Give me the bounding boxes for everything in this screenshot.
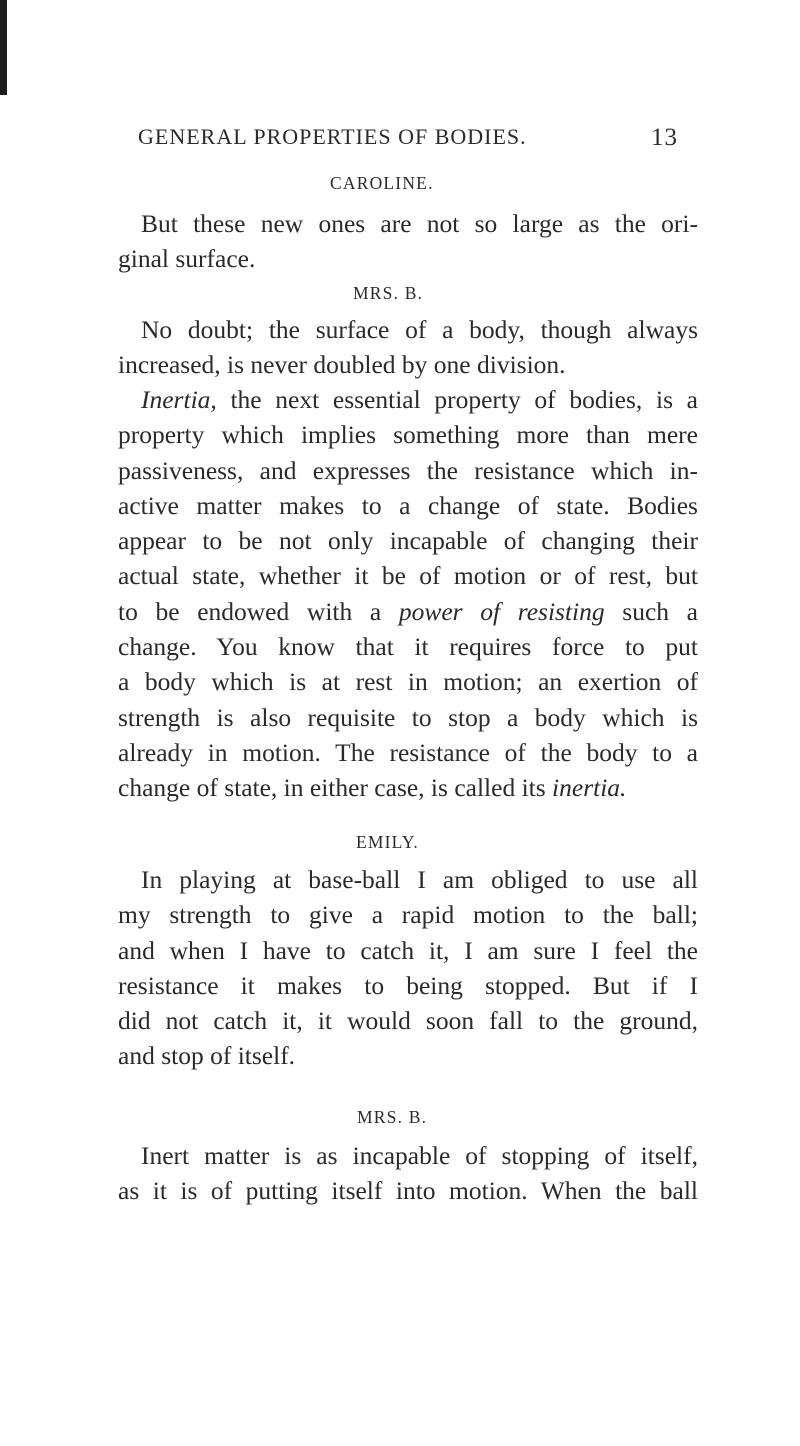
text-line: and when I have to catch it, I am sure I feel the: [118, 935, 698, 965]
text-line: increased, is never doubled by one division.: [118, 350, 566, 380]
text-line: actual state, whether it be of motion or of rest, but: [118, 561, 698, 591]
text-line: appear to be not only incapable of changing their: [118, 526, 698, 556]
text-line: active matter makes to a change of state. Bodies: [118, 490, 698, 520]
text-line: But these new ones are not so large as the ori-: [141, 209, 698, 238]
text-line: change. You know that it requires force to put: [118, 632, 698, 662]
text-line: ginal surface.: [118, 244, 256, 274]
text-line: as it is of putting itself into motion. When the ball: [118, 1176, 698, 1206]
text-line: resistance it makes to being stopped. But if I: [118, 970, 698, 1000]
term-inertia: inertia.: [552, 773, 627, 803]
paragraph-mrs-b-doubt: [118, 312, 698, 383]
text-line: already in motion. The resistance of the body to a: [118, 737, 698, 767]
page-number: 13: [651, 124, 678, 151]
text-line: In playing at base-ball I am obliged to use all: [141, 865, 698, 894]
text-line: and stop of itself.: [118, 1041, 296, 1071]
speaker-emily: EMILY.: [356, 832, 419, 852]
page-header: [138, 124, 678, 160]
text-line: my strength to give a rapid motion to the ball;: [118, 900, 698, 930]
running-title: GENERAL PROPERTIES OF BODIES.: [138, 124, 527, 149]
text-line: Inert matter is as incapable of stopping of itself,: [141, 1141, 698, 1170]
page-edge-shadow: [0, 0, 7, 95]
paragraph-emily: [118, 862, 698, 1074]
paragraph-caroline: [118, 206, 698, 277]
speaker-mrs-b: MRS. B.: [357, 1107, 428, 1127]
paragraph-mrs-b-inert: [118, 1138, 698, 1209]
text-line: did not catch it, it would soon fall to the ground,: [118, 1006, 698, 1036]
speaker-caroline: CAROLINE.: [330, 173, 434, 193]
text-line: passiveness, and expresses the resistance which in-: [118, 455, 698, 485]
text-line: property which implies something more than mere: [118, 420, 698, 450]
text-line: to be endowed with a power of resisting such a: [118, 596, 698, 626]
text-line: a body which is at rest in motion; an exertion of: [118, 667, 698, 697]
term-inertia: Inertia,: [141, 385, 217, 414]
text-line: change of state, in either case, is called its inertia.: [118, 773, 627, 803]
term-power-of-resisting: power of resisting: [398, 596, 605, 626]
text-line: strength is also requisite to stop a body which is: [118, 702, 698, 732]
text-line: Inertia, the next essential property of bodies, is a: [141, 385, 698, 414]
text-line: No doubt; the surface of a body, though always: [141, 315, 698, 344]
speaker-mrs-b: MRS. B.: [353, 283, 424, 303]
paragraph-mrs-b-inertia: [118, 382, 698, 806]
